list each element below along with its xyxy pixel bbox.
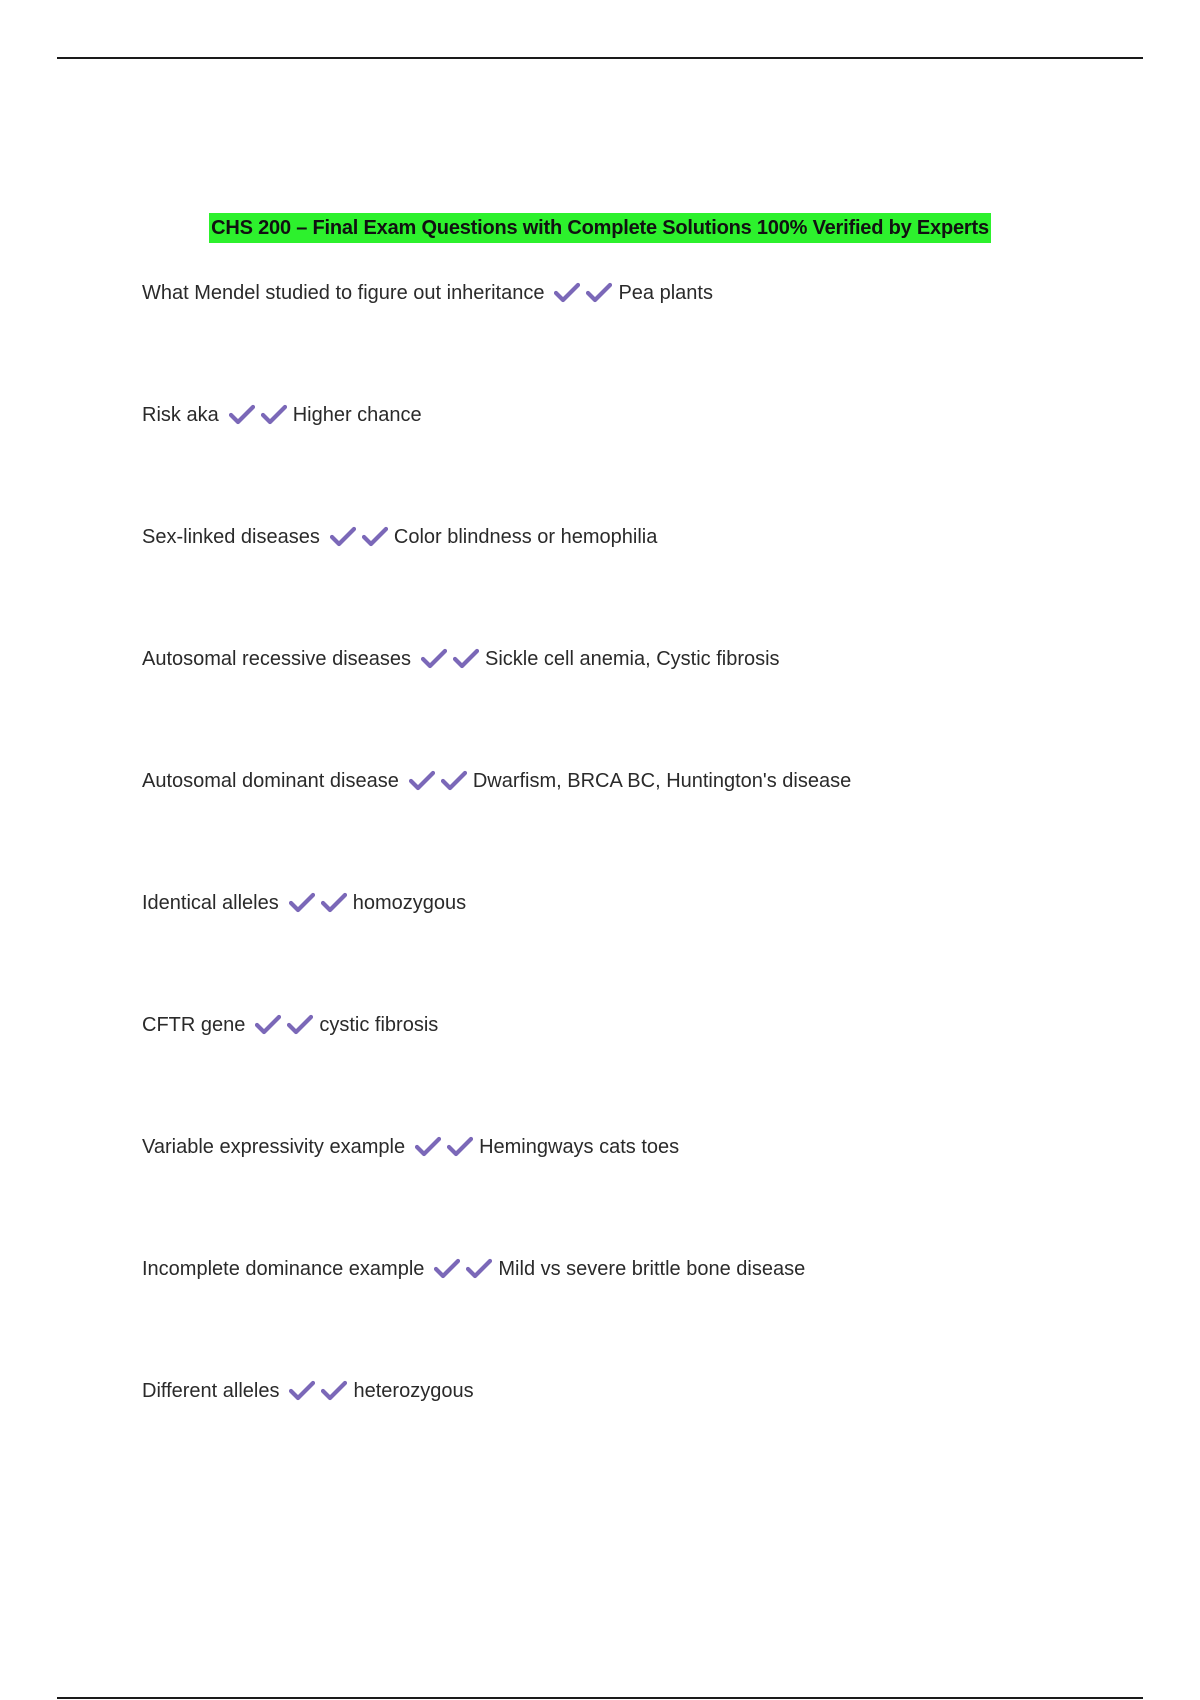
qa-item	[142, 1010, 438, 1040]
checkmark-icon	[466, 1258, 492, 1280]
answer-text: heterozygous	[353, 1379, 474, 1402]
question-text: Risk aka	[142, 403, 219, 426]
checkmark-icon	[421, 648, 447, 670]
double-check-icons	[415, 1136, 475, 1158]
checkmark-icon	[453, 648, 479, 670]
double-check-icons	[421, 648, 481, 670]
answer-text: cystic fibrosis	[319, 1013, 439, 1036]
question-text: What Mendel studied to figure out inheritance	[142, 281, 545, 304]
answer-text: Color blindness or hemophilia	[393, 525, 658, 548]
checkmark-icon	[261, 404, 287, 426]
checkmark-icon	[434, 1258, 460, 1280]
answer-text: Mild vs severe brittle bone disease	[498, 1257, 806, 1280]
checkmark-icon	[586, 282, 612, 304]
header-rule	[57, 57, 1143, 59]
qa-item	[142, 278, 713, 308]
qa-item	[142, 1132, 679, 1162]
checkmark-icon	[409, 770, 435, 792]
double-check-icons	[409, 770, 469, 792]
answer-text: Higher chance	[292, 403, 422, 426]
answer-text: Sickle cell anemia, Cystic fibrosis	[485, 647, 780, 670]
double-check-icons	[330, 526, 390, 548]
question-text: Variable expressivity example	[142, 1135, 406, 1158]
double-check-icons	[289, 1380, 349, 1402]
checkmark-icon	[330, 526, 356, 548]
checkmark-icon	[415, 1136, 441, 1158]
answer-text: Dwarfism, BRCA BC, Huntington's disease	[472, 769, 852, 792]
qa-item	[142, 766, 851, 796]
checkmark-icon	[289, 892, 315, 914]
answer-text: Hemingways cats toes	[479, 1135, 680, 1158]
qa-item	[142, 522, 657, 552]
question-text: CFTR gene	[142, 1013, 246, 1036]
checkmark-icon	[321, 892, 347, 914]
checkmark-icon	[321, 1380, 347, 1402]
question-text: Autosomal dominant disease	[142, 769, 399, 792]
checkmark-icon	[362, 526, 388, 548]
qa-item	[142, 888, 466, 918]
document-title-row	[0, 213, 1200, 243]
double-check-icons	[289, 892, 349, 914]
double-check-icons	[255, 1014, 315, 1036]
double-check-icons	[554, 282, 614, 304]
question-text: Sex-linked diseases	[142, 525, 320, 548]
checkmark-icon	[229, 404, 255, 426]
double-check-icons	[229, 404, 289, 426]
checkmark-icon	[554, 282, 580, 304]
qa-item	[142, 644, 780, 674]
double-check-icons	[434, 1258, 494, 1280]
checkmark-icon	[289, 1380, 315, 1402]
answer-text: Pea plants	[618, 281, 713, 304]
answer-text: homozygous	[352, 891, 467, 914]
qa-item	[142, 1376, 474, 1406]
checkmark-icon	[255, 1014, 281, 1036]
checkmark-icon	[447, 1136, 473, 1158]
checkmark-icon	[441, 770, 467, 792]
question-text: Different alleles	[142, 1379, 280, 1402]
question-text: Autosomal recessive diseases	[142, 647, 412, 670]
footer-rule	[57, 1697, 1143, 1699]
question-text: Incomplete dominance example	[142, 1257, 425, 1280]
qa-item	[142, 400, 422, 430]
question-text: Identical alleles	[142, 891, 279, 914]
checkmark-icon	[287, 1014, 313, 1036]
document-title: CHS 200 – Final Exam Questions with Complete Solutions 100% Verified by Experts	[209, 213, 991, 243]
qa-item	[142, 1254, 805, 1284]
